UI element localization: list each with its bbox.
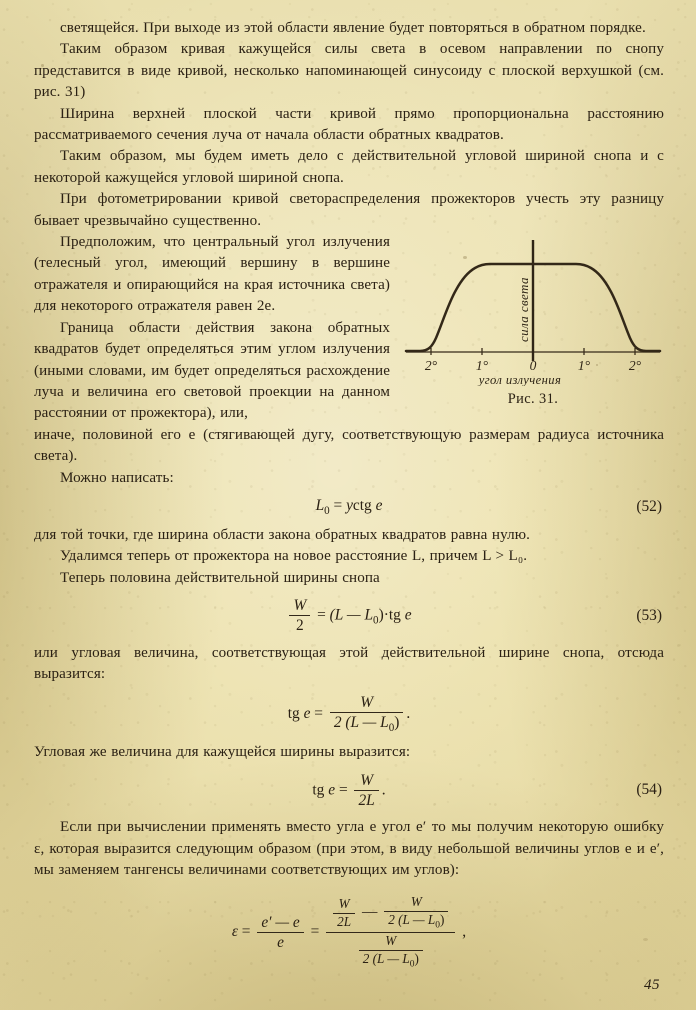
eq54-equals: = xyxy=(338,780,348,798)
eq52-lhs-sub: 0 xyxy=(324,505,330,518)
paragraph-13: или угловая величина, соответствующая этой действительной ширине снопа, отсюда выразится: xyxy=(34,644,664,683)
eqeps-outer-numerator xyxy=(326,895,455,933)
eq54-number: (54) xyxy=(636,781,662,799)
x-tick-label-minus1: 1° xyxy=(475,358,489,374)
eq54-denominator: 2L xyxy=(358,791,375,809)
eqeps-outer-denominator xyxy=(326,933,455,970)
eqtg-den-close: ) xyxy=(394,713,400,731)
page-number: 45 xyxy=(644,977,660,993)
eq53-arg: e xyxy=(404,606,412,624)
eqtg-denominator xyxy=(330,713,404,735)
eq52-ctg: ctg xyxy=(352,496,372,514)
eq53-paren-open: (L — L xyxy=(329,606,374,624)
eqeps-inner-a-top: W xyxy=(333,897,355,914)
eqeps-outer-inner-bot-sub: 0 xyxy=(409,959,415,970)
eqtg-trailer: . xyxy=(406,704,411,722)
eq53-paren-sub: 0 xyxy=(373,614,379,627)
eqtg-fn: tg xyxy=(287,704,300,722)
paragraph-14: Угловая же величина для кажущейся ширины выразится: xyxy=(34,744,411,761)
paragraph-4: Таким образом, мы будем иметь дело с действительной угловой шириной снопа и с некоторой кажущейся угловой шириной снопа. xyxy=(34,148,664,186)
paragraph-5: При фотометрировании кривой светораспределения прожекторов учесть эту разницу бывает чрезвычайно существенно. xyxy=(34,191,664,229)
eqeps-fraction-left xyxy=(257,914,303,952)
eqeps-outer-inner-top: W xyxy=(359,934,423,951)
eqeps-equals-1: = xyxy=(241,923,251,941)
figure-float-wrapper xyxy=(402,234,664,410)
equation-tg-real xyxy=(34,694,664,735)
eqeps-inner-b-top: W xyxy=(384,895,448,912)
eqeps-inner-b xyxy=(384,895,448,931)
eqtg-den-sub: 0 xyxy=(388,721,395,734)
figure-ris-31 xyxy=(402,234,664,410)
paragraph-12: Теперь половина действительной ширины снопа xyxy=(60,569,380,586)
paragraph-3: Ширина верхней плоской части кривой прямо пропорциональна расстоянию рассматриваемого сечения луча от начала области обратных квадратов. xyxy=(34,105,664,144)
eqeps-minus: — xyxy=(361,903,378,921)
eqtg-numerator: W xyxy=(330,694,404,713)
paragraph-2: Таким образом кривая кажущейся силы света в осевом направлении по снопу представится в виде кривой, несколько напоминающей синусоиду с плоской верхушкой (см. рис. 31) xyxy=(34,41,664,101)
eqeps-inner-b-bot xyxy=(384,912,448,931)
eq53-number: (53) xyxy=(636,606,662,624)
equation-54 xyxy=(34,772,664,810)
paragraph-6: Предположим, что центральный угол излучения (телесный угол, имеющий вершину в вершине отражателя и опирающийся на края источника света) для некоторого отражателя равен 2e. xyxy=(34,234,390,315)
eq54-numerator: W xyxy=(354,772,378,791)
eq53-numerator: W xyxy=(289,597,310,616)
figure-caption: Рис. 31. xyxy=(507,391,559,408)
eq54-trailer: . xyxy=(381,780,386,798)
eqeps-symbol: ε xyxy=(231,923,238,941)
paragraph-11: Удалимся теперь от прожектора на новое расстояние L, причем L > L₀. xyxy=(60,548,528,565)
eqeps-equals-2: = xyxy=(310,923,320,941)
equation-53 xyxy=(34,597,664,635)
eqtg-den-main: 2 (L — L xyxy=(333,713,389,731)
eq53-paren-close: ) xyxy=(378,606,384,624)
eq52-arg: e xyxy=(375,496,383,514)
eq53-tg: tg xyxy=(388,606,401,624)
eqeps-inner-b-bot-sub: 0 xyxy=(435,920,441,931)
x-tick-label-plus1: 1° xyxy=(577,358,591,374)
light-intensity-curve-chart xyxy=(402,234,664,386)
eqeps-fraction-outer xyxy=(326,895,455,970)
x-axis-label: угол излучения xyxy=(478,373,562,387)
paragraph-10: для той точки, где ширина области закона обратных квадратов равна нулю. xyxy=(34,527,530,544)
eqeps-outer-inner xyxy=(359,934,423,970)
equation-52 xyxy=(34,497,664,517)
eqeps-inner-b-bot-close: ) xyxy=(440,912,445,928)
eqtg-arg: e xyxy=(303,704,311,722)
paragraph-8: иначе, половиной его e (стягивающей дугу, соответствующую размерам радиуса источника света). xyxy=(34,426,664,465)
paragraph-7: Граница области действия закона обратных квадратов будет определяться этим углом излучения (иными словами, им будет определяться расхождение луча и величина его световой проекции на данном расстоянии от прожектора), или, xyxy=(34,319,390,422)
eqeps-left-denominator: e xyxy=(277,934,284,952)
eq52-equals: = xyxy=(333,496,343,514)
eq52-number: (52) xyxy=(636,497,662,515)
eqtg-equals: = xyxy=(314,704,323,722)
eq53-denominator: 2 xyxy=(296,617,304,635)
eq52-lhs: L xyxy=(315,496,325,514)
y-axis-label: сила света xyxy=(516,277,531,343)
eqeps-inner-a xyxy=(333,897,355,930)
paragraph-9: Можно написать: xyxy=(60,469,174,486)
x-tick-label-plus2: 2° xyxy=(628,358,642,374)
eqeps-inner-b-bot-main: 2 (L — L xyxy=(388,912,436,928)
eq54-arg: e xyxy=(328,780,336,798)
x-tick-label-minus2: 2° xyxy=(424,358,438,374)
paragraph-1: светящейся. При выходе из этой области явление будет повторяться в обратном порядке. xyxy=(60,20,646,36)
eqeps-outer-inner-bot xyxy=(359,951,423,970)
eq53-fraction xyxy=(289,597,310,635)
page-body xyxy=(34,18,664,979)
x-tick-label-zero: 0 xyxy=(529,358,537,374)
eqeps-outer-inner-bot-main: 2 (L — L xyxy=(362,951,410,967)
eqtg-fraction xyxy=(330,694,404,735)
equation-epsilon xyxy=(34,895,664,970)
paragraph-15: Если при вычислении применять вместо угла e угол e′ то мы получим некоторую ошибку ε, которая выразится следующим образом (при этом, в виду небольшой величины углов e и e′, мы заменяем тангенсы величинами соответствующих им углов): xyxy=(34,819,664,879)
eq52-y: y xyxy=(346,496,353,514)
eqeps-left-numerator: e′ — e xyxy=(257,914,303,933)
eq53-dot: · xyxy=(383,606,389,624)
eqeps-trailer: , xyxy=(462,923,467,941)
eq54-fraction xyxy=(354,772,378,810)
eqeps-outer-inner-bot-close: ) xyxy=(414,951,419,967)
eq54-fn: tg xyxy=(312,780,325,798)
eq53-equals: = xyxy=(317,606,326,624)
eqeps-inner-a-bot: 2L xyxy=(337,913,352,929)
